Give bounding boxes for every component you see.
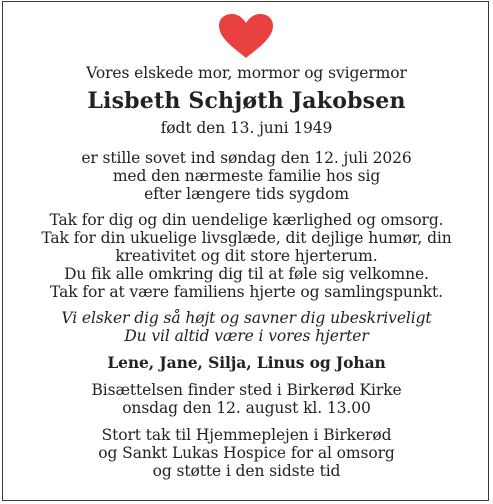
gratitude-line: Stort tak til Hjemmeplejen i Birkerød xyxy=(101,426,392,444)
thanks-line: Tak for at være familiens hjerte og samlingspunkt. xyxy=(50,283,443,301)
funeral-line: onsdag den 12. august kl. 13.00 xyxy=(122,399,371,417)
gratitude-line: og Sankt Lukas Hospice for al omsorg xyxy=(98,444,395,462)
thanks-line: Tak for din ukuelige livsglæde, dit dejlige humør, din xyxy=(41,229,452,247)
intro-text: Vores elskede mor, mormor og svigermor xyxy=(86,64,407,82)
death-line: med den nærmeste familie hos sig xyxy=(112,167,381,185)
love-line: Du vil altid være i vores hjerter xyxy=(124,327,369,345)
funeral-line: Bisættelsen finder sted i Birkerød Kirke xyxy=(91,381,402,399)
thanks-line: Du fik alle omkring dig til at føle sig velkomne. xyxy=(64,265,429,283)
deceased-name: Lisbeth Schjøth Jakobsen xyxy=(87,88,406,114)
family-signature: Lene, Jane, Silja, Linus og Johan xyxy=(107,353,386,372)
death-line: efter længere tids sygdom xyxy=(144,185,349,203)
gratitude-line: og støtte i den sidste tid xyxy=(152,462,341,480)
birth-date: født den 13. juni 1949 xyxy=(160,119,333,137)
thanks-line: Tak for dig og din uendelige kærlighed og omsorg. xyxy=(49,211,444,229)
heart-icon xyxy=(217,13,275,59)
death-line: er stille sovet ind søndag den 12. juli 2026 xyxy=(81,149,412,167)
love-line: Vi elsker dig så højt og savner dig ubeskriveligt xyxy=(61,309,432,327)
thanks-line: kreativitet og dit store hjerterum. xyxy=(115,247,378,265)
